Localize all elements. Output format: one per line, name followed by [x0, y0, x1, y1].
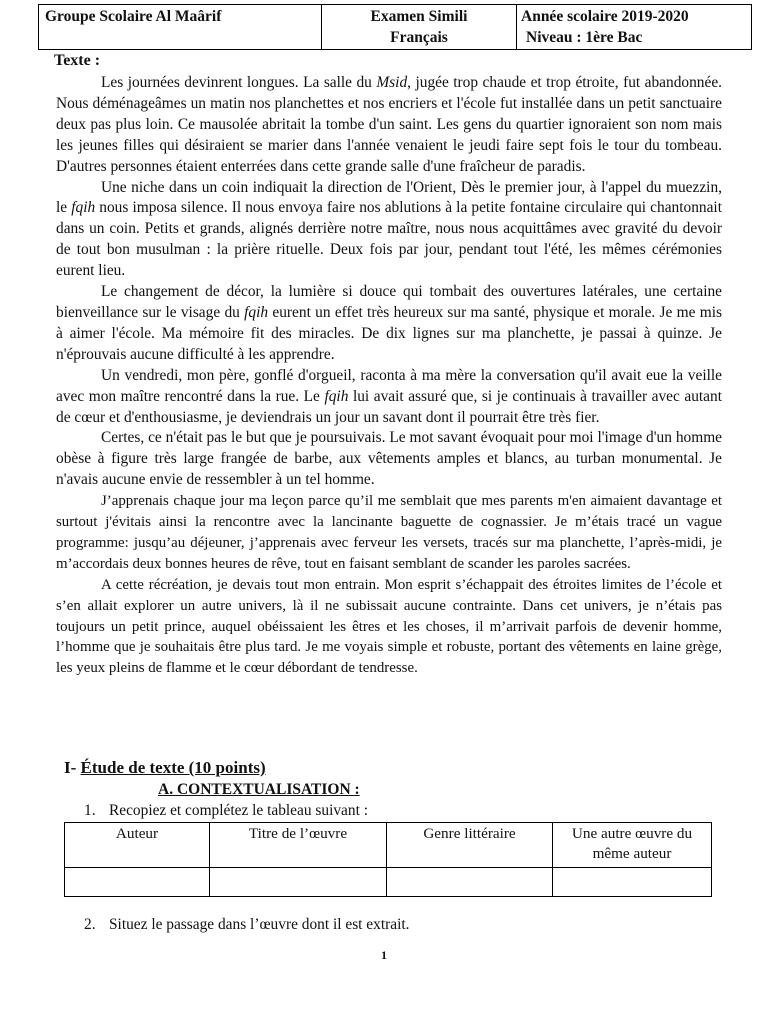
- question-1-text: Recopiez et complétez le tableau suivant :: [109, 802, 368, 819]
- school-year: Année scolaire 2019-2020: [521, 8, 689, 25]
- paragraph-7: A cette récréation, je devais tout mon entrain. Mon esprit s’échappait des étroites limites de l’école et s’en allait explorer un autre univers, là il ne subissait aucune contrainte. Dans cet univers, je n’étais pas toujours un petit prince, auquel obéissaient les êtres et les choses, il m’arrivait parfois de devenir homme, l’homme que je souhaitais être plus tard. Je me voyais simple et robuste, portant des vêtements en laine grège, les yeux pleins de flamme et le cœur débordant de tendresse.: [56, 576, 722, 677]
- answer-cell-autre-oeuvre[interactable]: [553, 868, 712, 897]
- answer-cell-titre[interactable]: [210, 868, 387, 897]
- paragraph-4-part-a: Un vendredi, mon père, gonflé d'orgueil, raconta à ma mère la conversation qu'il avait eue la veille avec mon maître rencontré dans la rue. Le: [56, 366, 722, 405]
- exam-header-table: [38, 4, 752, 50]
- paragraph-1-part-c: , jugée trop chaude et trop étroite, fut abandonnée. Nous déménageâmes un matin nos planchettes et nos encriers et l'école fut installée dans un petit sanctuaire deux pas plus loin. Ce mausolée abritait la tombe d'un saint. Les gens du quartier ignoraient son nom mais les jeunes filles qui désiraient se marier dans l'année venaient le jeudi faire sept fois le tour du tombeau. D'autres personnes étaient enterrées dans cette grande salle d'une fraîcheur de paradis.: [56, 74, 722, 175]
- answer-cell-auteur[interactable]: [65, 868, 210, 897]
- paragraph-2-italic-word: fqih: [71, 199, 96, 217]
- school-name-cell: [39, 5, 322, 50]
- etude-section-title: [64, 758, 266, 778]
- header-autre-oeuvre: Une autre œuvre du même auteur: [553, 823, 712, 868]
- question-1-number: 1.: [84, 802, 96, 819]
- paragraph-3-part-a: Le changement de décor, la lumière si douce qui tombait des ouvertures latérales, une certaine bienveillance sur le visage du: [56, 283, 722, 321]
- answer-cell-genre[interactable]: [387, 868, 553, 897]
- passage-text: [56, 73, 722, 679]
- paragraph-1-part-a: Les journées devinrent longues. La salle du: [101, 74, 377, 91]
- paragraph-1: [56, 73, 722, 178]
- paragraph-4: [56, 366, 722, 429]
- question-1: [84, 802, 368, 820]
- exam-title-cell: [322, 5, 517, 50]
- paragraph-5: Certes, ce n'était pas le but que je poursuivais. Le mot savant évoquait pour moi l'image d'un homme obèse à figure très large frangée de barbe, aux vêtements amples et blancs, au turban monumental. Je n'avais aucune envie de ressembler à un tel homme.: [56, 429, 722, 489]
- paragraph-3: [56, 282, 722, 366]
- paragraph-1-italic-word: Msid: [376, 74, 408, 91]
- header-auteur: Auteur: [65, 823, 210, 868]
- paragraph-2: [56, 178, 722, 283]
- text-section-title: Texte :: [54, 52, 101, 69]
- exam-subject: Français: [390, 29, 448, 46]
- paragraph-2-part-c: nous imposa silence. Il nous envoya faire nos ablutions à la petite fontaine circulaire qui chantonnait dans un coin. Petits et grands, alignés derrière notre maître, nous nous acquittâmes avec gravité du devoir de tout bon musulman : la prière rituelle. Deux fois par jour, pendant tout l'été, les mêmes cérémonies eurent lieu.: [56, 199, 722, 280]
- header-titre: Titre de l’œuvre: [210, 823, 387, 868]
- paragraph-4-part-c: lui avait assuré que, si je continuais à travailler avec autant de cœur et d'enthousiasme, je deviendrais un jour un savant dont il pourrait être très fier.: [56, 387, 722, 426]
- paragraph-6: J’apprenais chaque jour ma leçon parce qu’il me semblait que mes parents m'en aimaient davantage et surtout j'évitais ainsi la rencontre avec la lancinante baguette de cognassier. Je m’étais tracé un vague programme: jusqu’au déjeuner, j’apprenais avec ferveur les versets, tracés sur ma planchette, l’après-midi, je m’accordais deux bonnes heures de rêve, tout en faisant semblant de scander les paroles sacrées.: [56, 493, 722, 572]
- question-2-text: Situez le passage dans l’œuvre dont il est extrait.: [109, 916, 410, 933]
- etude-section-heading: Étude de texte (10 points): [80, 758, 266, 777]
- year-level-cell: [517, 5, 752, 50]
- header-genre: Genre littéraire: [387, 823, 553, 868]
- contextualisation-heading: A. CONTEXTUALISATION :: [158, 781, 360, 798]
- paragraph-4-italic-word: fqih: [324, 387, 349, 405]
- etude-section-number: I-: [64, 758, 77, 777]
- question-2: [84, 916, 409, 934]
- paragraph-3-italic-word: fqih: [244, 303, 269, 321]
- exam-type: Examen Simili: [370, 8, 468, 25]
- answer-table: [64, 822, 712, 897]
- question-2-number: 2.: [84, 916, 96, 933]
- page-number: 1: [381, 948, 387, 962]
- class-level: Niveau : 1ère Bac: [526, 29, 643, 46]
- school-name: Groupe Scolaire Al Maârif: [45, 8, 222, 25]
- paragraph-3-part-c: eurent un effet très heureux sur ma santé, physique et morale. Je me mis à aimer l'école. Ma mémoire fit des miracles. De dix lignes sur ma planchette, je passai à quinze. Je n'éprouvais aucune difficulté à les apprendre.: [56, 303, 722, 363]
- paragraph-2-part-a: Une niche dans un coin indiquait la direction de l'Orient, Dès le premier jour, à l'appel du muezzin, le: [56, 178, 722, 217]
